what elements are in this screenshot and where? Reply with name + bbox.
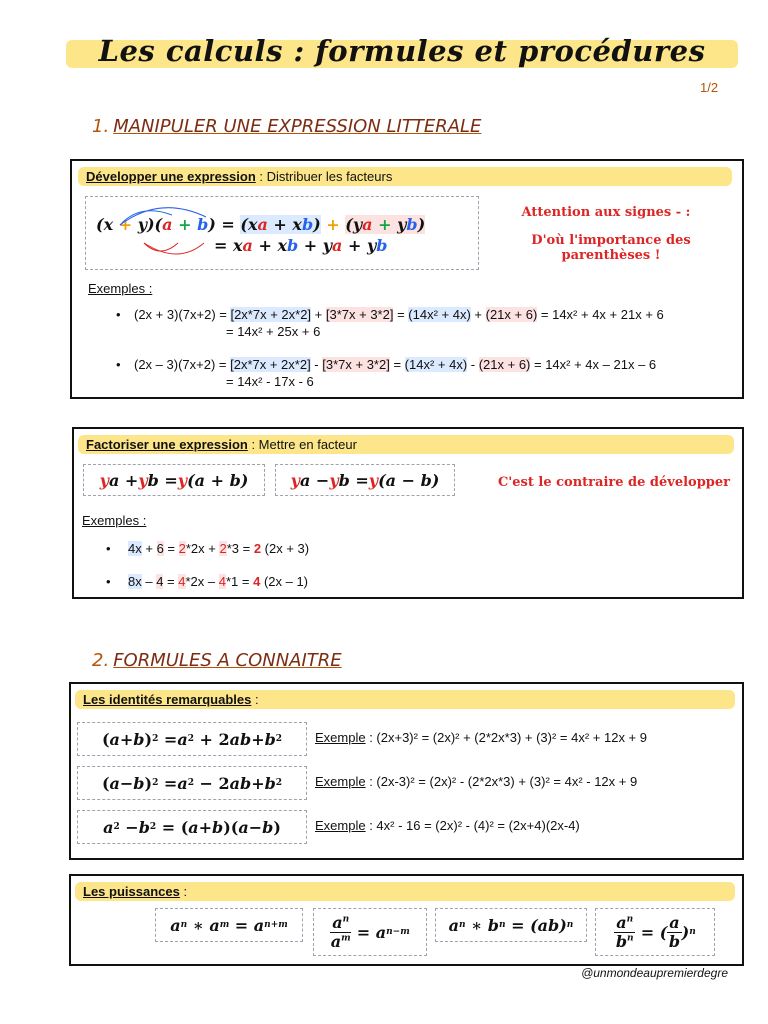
section-number: 1. <box>92 116 110 137</box>
section-heading-1 <box>92 116 481 137</box>
factoriser-header-bold: Factoriser une expression <box>86 437 248 452</box>
section-title: FORMULES A CONNAITRE <box>113 650 342 671</box>
page-title: Les calculs : formules et procédures <box>98 34 706 68</box>
identites-header <box>75 690 735 709</box>
dev-example-2-line-2: = 14x² - 17x - 6 <box>226 374 314 389</box>
developper-header <box>78 167 732 186</box>
section-number: 2. <box>92 650 110 671</box>
distribution-arrows-icon <box>100 203 240 263</box>
puissances-header-rest: : <box>179 884 188 899</box>
dev-example-1-line-1: (2x + 3)(7x+2) = [2x*7x + 2x*2] + [3*7x + 3*2] = (14x² + 4x) + (21x + 6) = 14x² + 4x + 21x + 6 <box>134 307 664 322</box>
identites-header-bold: Les identités remarquables <box>83 692 252 707</box>
fact-example-1: 4x + 6 = 2*2x + 2*3 = 2 (2x + 3) <box>128 541 310 556</box>
factoriser-header <box>78 435 734 454</box>
puissances-header-bold: Les puissances <box>83 884 180 899</box>
section-heading-2 <box>92 650 342 671</box>
power-product-rule: a n ∗ a m = a n+m <box>155 908 303 942</box>
dev-example-2-line-1: (2x – 3)(7x+2) = [2x*7x + 2x*2] - [3*7x + 3*2] = (14x² + 4x) - (21x + 6) = 14x² + 4x – 21x – 6 <box>134 357 657 372</box>
identity-square-sum: ( a + b ) 2 = a 2 + 2 ab + b 2 <box>77 722 307 756</box>
dev-example-1-line-2: = 14x² + 25x + 6 <box>226 324 321 339</box>
bullet-icon: • <box>106 541 111 556</box>
developper-box <box>70 159 744 399</box>
factoriser-header-rest: : Mettre en facteur <box>247 437 357 452</box>
examples-label: Exemples : <box>88 281 153 296</box>
puissances-header <box>75 882 735 901</box>
examples-label: Exemples : <box>82 513 147 528</box>
bullet-icon: • <box>116 357 121 372</box>
power-of-quotient-rule: $\frac{a^n}{b^n}$ = ( $\frac{a}{b}$ ) n <box>595 908 715 956</box>
developper-header-rest: : Distribuer les facteurs <box>255 169 393 184</box>
page-number: 1/2 <box>700 80 719 95</box>
developper-header-bold: Développer une expression <box>86 169 256 184</box>
identity-square-diff: ( a − b ) 2 = a 2 − 2 ab + b 2 <box>77 766 307 800</box>
factoriser-box <box>72 427 744 599</box>
developper-formula <box>85 196 479 270</box>
bullet-icon: • <box>116 307 121 322</box>
fact-example-2: 8x – 4 = 4*2x – 4*1 = 4 (2x – 1) <box>128 574 309 589</box>
formula-line-1: (x + y)(a + b) = (xa + xb) + (ya + yb) <box>96 215 426 234</box>
identites-box <box>69 682 744 860</box>
power-of-product-rule: a n ∗ b n = (ab) n <box>435 908 587 942</box>
identity-example-1: Exemple : (2x+3)² = (2x)² + (2*2x*3) + (3)² = 4x² + 12x + 9 <box>315 730 647 745</box>
identites-header-rest: : <box>251 692 259 707</box>
factor-formula-plus: y a + y b = y (a + b) <box>83 464 265 496</box>
formula-line-2: = xa + xb + ya + yb <box>214 236 388 255</box>
identity-example-2: Exemple : (2x-3)² = (2x)² - (2*2x*3) + (3)² = 4x² - 12x + 9 <box>315 774 638 789</box>
section-title: MANIPULER UNE EXPRESSION LITTERALE <box>113 116 482 137</box>
factoriser-note: C'est le contraire de développer <box>497 475 731 490</box>
warning-line-1: Attention aux signes - : <box>521 205 691 220</box>
author-handle: @unmondeaupremierdegre <box>581 966 728 980</box>
bullet-icon: • <box>106 574 111 589</box>
factor-formula-minus: y a − y b = y (a − b) <box>275 464 455 496</box>
warning-line-2: D'où l'importance des parenthèses ! <box>531 233 691 263</box>
identity-diff-squares: a 2 − b 2 = ( a + b )( a − b ) <box>77 810 307 844</box>
power-quotient-rule: $\frac{a^n}{a^m}$ = a n−m <box>313 908 427 956</box>
identity-example-3: Exemple : 4x² - 16 = (2x)² - (4)² = (2x+4)(2x-4) <box>315 818 580 833</box>
puissances-box <box>69 874 744 966</box>
